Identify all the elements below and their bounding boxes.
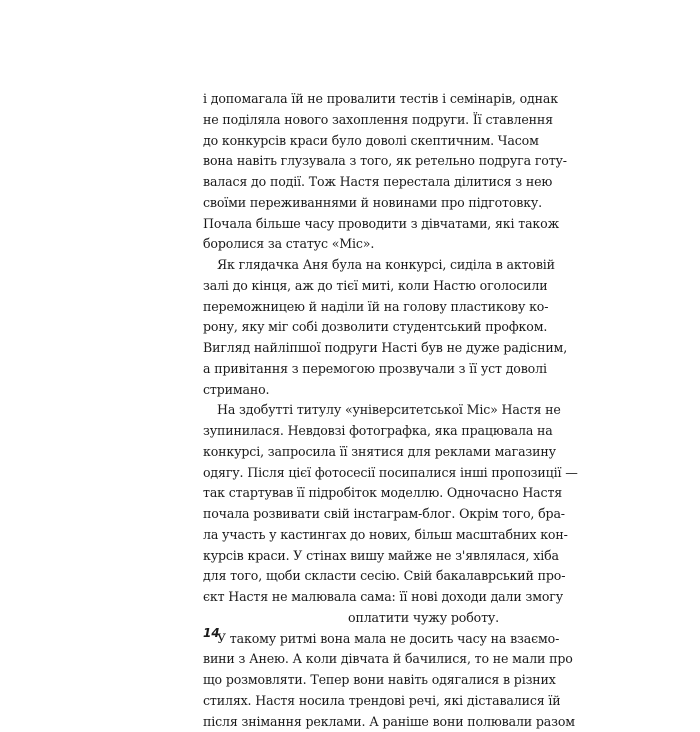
text-line: вини з Анею. А коли дівчата й бачилися, то не мали про: [203, 649, 499, 670]
body-text: [203, 89, 499, 732]
text-line: стримано.: [203, 380, 499, 401]
text-line: валася до події. Тож Настя перестала ділитися з нею: [203, 172, 499, 193]
text-line: боролися за статус «Міс».: [203, 234, 499, 255]
text-line: а привітання з перемогою прозвучали з її уст доволі: [203, 359, 499, 380]
text-line: Як глядачка Аня була на конкурсі, сиділа в актовій: [203, 255, 499, 276]
text-line: У такому ритмі вона мала не досить часу на взаємо-: [203, 629, 499, 650]
text-line: переможницею й наділи їй на голову пластикову ко-: [203, 297, 499, 318]
text-line: рону, яку міг собі дозволити студентський профком.: [203, 317, 499, 338]
text-line: і допомагала їй не провалити тестів і семінарів, однак: [203, 89, 499, 110]
text-line: ла участь у кастингах до нових, більш масштабних кон-: [203, 525, 499, 546]
text-line: вона навіть глузувала з того, як ретельно подруга готу-: [203, 151, 499, 172]
text-line: конкурсі, запросила її знятися для реклами магазину: [203, 442, 499, 463]
text-line: На здобутті титулу «університетської Міс» Настя не: [203, 400, 499, 421]
text-line: до конкурсів краси було доволі скептичним. Часом: [203, 131, 499, 152]
text-line: стилях. Настя носила трендові речі, які діставалися їй: [203, 691, 499, 712]
text-line: зупинилася. Невдовзі фотографка, яка працювала на: [203, 421, 499, 442]
text-line: для того, щоби скласти сесію. Свій бакалаврський про-: [203, 566, 499, 587]
text-line: так стартував її підробіток моделлю. Одночасно Настя: [203, 483, 499, 504]
text-line: оплатити чужу роботу.: [203, 608, 499, 629]
page-number: 14: [203, 626, 220, 640]
text-line: не поділяла нового захоплення подруги. Її ставлення: [203, 110, 499, 131]
text-line: що розмовляти. Тепер вони навіть одягалися в різних: [203, 670, 499, 691]
text-line: залі до кінця, аж до тієї миті, коли Настю оголосили: [203, 276, 499, 297]
text-line: курсів краси. У стінах вишу майже не з'являлася, хіба: [203, 546, 499, 567]
text-line: єкт Настя не малювала сама: її нові доходи дали змогу: [203, 587, 499, 608]
text-line: почала розвивати свій інстаграм-блог. Окрім того, бра-: [203, 504, 499, 525]
text-line: своїми переживаннями й новинами про підготовку.: [203, 193, 499, 214]
text-line: одягу. Після цієї фотосесії посипалися інші пропозиції —: [203, 463, 499, 484]
text-line: Вигляд найліпшої подруги Насті був не дуже радісним,: [203, 338, 499, 359]
text-line: Почала більше часу проводити з дівчатами, які також: [203, 214, 499, 235]
text-line: після знімання реклами. А раніше вони полювали разом: [203, 712, 499, 732]
